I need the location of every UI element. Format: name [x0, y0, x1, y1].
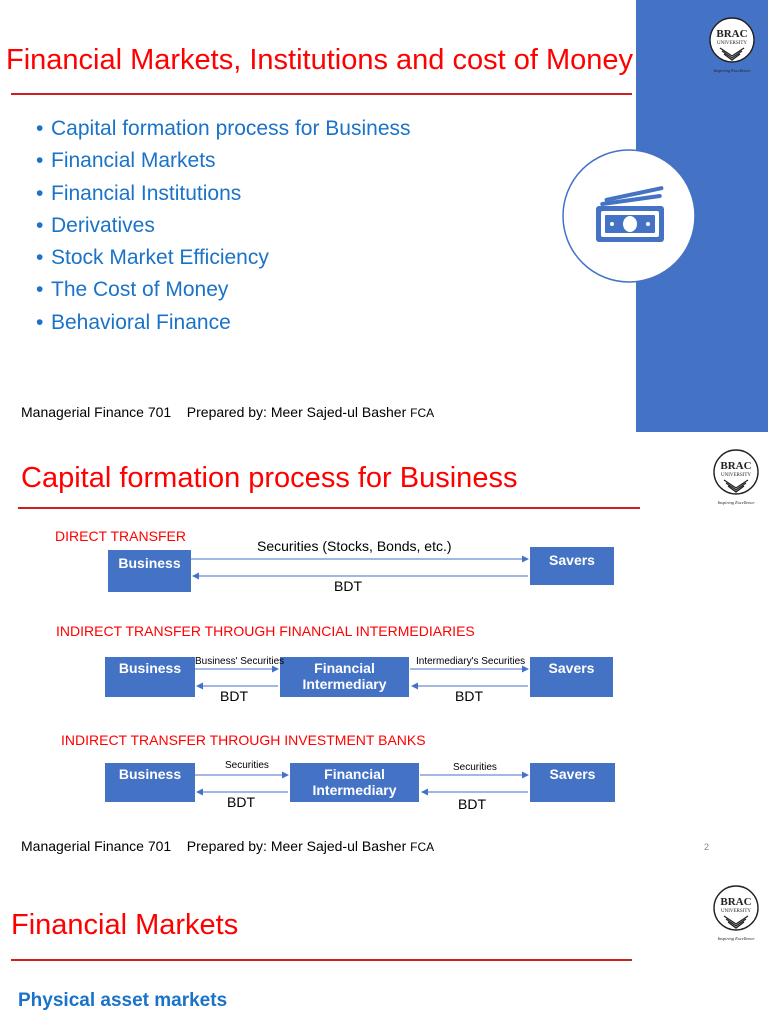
- securities-label: Securities (Stocks, Bonds, etc.): [257, 538, 452, 554]
- brac-logo: [704, 880, 768, 944]
- slide-3: [0, 864, 768, 1024]
- savers-box: Savers: [530, 657, 613, 697]
- slide-2-title: Capital formation process for Business: [21, 462, 518, 494]
- business-securities-label: Business' Securities: [195, 656, 285, 667]
- topic-list: [36, 115, 411, 341]
- slide-2: [0, 432, 768, 864]
- securities-label: Securities: [225, 760, 269, 771]
- money-bill-icon: [561, 148, 697, 284]
- svg-text:UNIVERSITY: UNIVERSITY: [721, 909, 751, 914]
- business-box: Business: [105, 763, 195, 802]
- svg-text:Inspiring Excellence: Inspiring Excellence: [717, 936, 755, 941]
- bdt-label: BDT: [458, 796, 486, 812]
- business-box: Business: [105, 657, 195, 697]
- bdt-label: BDT: [334, 578, 362, 594]
- slide-1-footer: Managerial Finance 701 Prepared by: Meer Sajed-ul Basher FCA: [21, 404, 435, 420]
- slide-3-title: Financial Markets: [11, 909, 239, 941]
- indirect-fi-heading: INDIRECT TRANSFER THROUGH FINANCIAL INTERMEDIARIES: [56, 623, 475, 639]
- financial-intermediary-box: Financial Intermediary: [290, 763, 419, 802]
- savers-box: Savers: [530, 547, 614, 585]
- page-number: 2: [704, 842, 710, 852]
- svg-text:UNIVERSITY: UNIVERSITY: [717, 41, 747, 46]
- direct-transfer-heading: DIRECT TRANSFER: [55, 528, 186, 544]
- topic-item: • Stock Market Efficiency: [36, 246, 269, 270]
- svg-text:BRAC: BRAC: [716, 28, 748, 40]
- topic-item: • Financial Institutions: [36, 181, 242, 205]
- topic-item: • Capital formation process for Business: [36, 117, 411, 140]
- securities-label: Securities: [453, 762, 497, 773]
- financial-intermediary-box: Financial Intermediary: [280, 657, 409, 697]
- savers-box: Savers: [530, 763, 615, 802]
- title-rule: [11, 93, 632, 95]
- bdt-label: BDT: [455, 688, 483, 704]
- indirect-ib-heading: INDIRECT TRANSFER THROUGH INVESTMENT BANKS: [61, 732, 426, 748]
- slide-1-title: Financial Markets, Institutions and cost of Money: [6, 44, 634, 76]
- svg-text:UNIVERSITY: UNIVERSITY: [721, 473, 751, 478]
- slide-1: [0, 0, 768, 432]
- bdt-label: BDT: [227, 794, 255, 810]
- topic-item: • The Cost of Money: [36, 278, 229, 302]
- svg-text:BRAC: BRAC: [720, 460, 752, 472]
- svg-text:Inspiring Excellence: Inspiring Excellence: [713, 68, 751, 73]
- title-rule: [11, 959, 632, 961]
- topic-item: • Derivatives: [36, 213, 155, 237]
- slide-2-footer: Managerial Finance 701 Prepared by: Meer Sajed-ul Basher FCA: [21, 838, 435, 854]
- svg-text:BRAC: BRAC: [720, 896, 752, 908]
- intermediary-securities-label: Intermediary's Securities: [416, 656, 526, 667]
- bdt-label: BDT: [220, 688, 248, 704]
- svg-text:Inspiring Excellence: Inspiring Excellence: [717, 500, 755, 505]
- business-box: Business: [108, 550, 191, 592]
- brac-logo: [700, 12, 764, 76]
- topic-item: • Behavioral Finance: [36, 310, 231, 334]
- topic-item: • Financial Markets: [36, 149, 216, 173]
- physical-asset-markets-heading: Physical asset markets: [18, 990, 228, 1011]
